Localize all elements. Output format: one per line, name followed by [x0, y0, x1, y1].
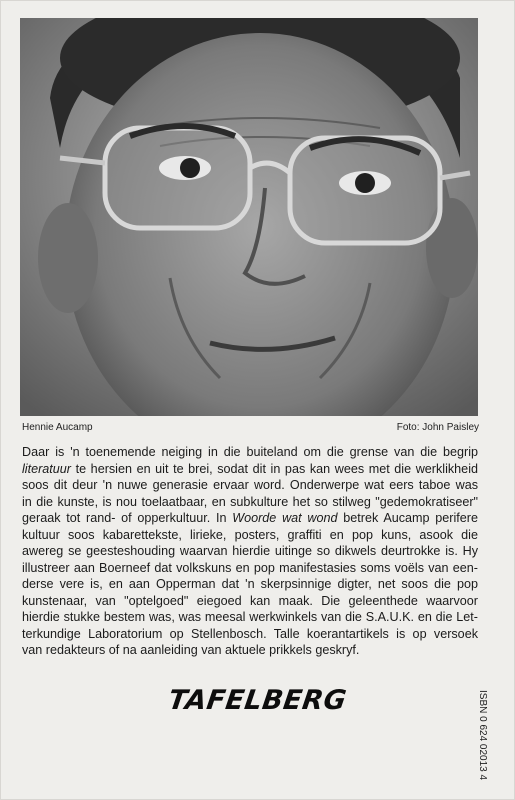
- blurb-line: van redakteurs of na aanleiding van aktuele prikkels geskryf.: [22, 643, 360, 657]
- blurb-text: te hersien en uit te brei, sodat dit in pas kan wees met die werklikheid: [71, 461, 478, 476]
- blurb-line: soos dit deur 'n nuwe generasie ervaar word. Onderwerpe wat eers taboe was: [22, 478, 478, 492]
- portrait-illustration: [20, 18, 478, 416]
- photo-credit: Foto: John Paisley: [396, 422, 479, 433]
- blurb-line: hierdie stukke bestem was, was meesal werkwinkels van die S.A.U.K. en die Let-: [22, 610, 478, 624]
- publisher-logo: TAFELBERG: [166, 685, 349, 716]
- blurb-line: in die kunste, is nou toelaatbaar, en subkulture het so stilweg "gedemokratiseer": [22, 494, 478, 509]
- blurb-book-title: Woorde wat wond: [232, 511, 338, 525]
- author-portrait-photo: [20, 18, 478, 416]
- blurb-text: betrek Aucamp perifere: [337, 511, 478, 525]
- blurb-line: [22, 510, 478, 527]
- blurb-text: geraak tot rand- of opperkultuur. In: [22, 511, 233, 525]
- blurb-line: kunstenaar, van "optelgoed" eiegoed kan maak. Die geleenthede waarvoor: [22, 593, 478, 608]
- isbn-number: ISBN 0 624 02013 4: [477, 690, 488, 781]
- blurb-line: awereg se geesteshouding waarvan hierdie uitinge so dikwels deurtrokke is. Hy: [22, 544, 478, 558]
- blurb-line: [22, 461, 478, 478]
- photo-caption-subject: Hennie Aucamp: [22, 422, 93, 433]
- blurb-line: derse vere is, en aan Opperman dat 'n skerpsinnige digter, net soos die pop: [22, 577, 478, 591]
- blurb-line: terkundige Laboratorium op Stellenbosch. Talle koerantartikels is op versoek: [22, 626, 478, 641]
- blurb-paragraph: [22, 444, 478, 659]
- blurb-line: illustreer aan Boerneef dat volkskuns en pop manifestasies soms voëls van een-: [22, 560, 478, 575]
- blurb-line: kultuur soos kabarettekste, lirieke, posters, graffiti en pop kuns, asook die: [22, 527, 478, 542]
- blurb-italic-term: literatuur: [22, 461, 71, 476]
- blurb-line: Daar is 'n toenemende neiging in die buiteland om die grense van die begrip: [22, 445, 478, 459]
